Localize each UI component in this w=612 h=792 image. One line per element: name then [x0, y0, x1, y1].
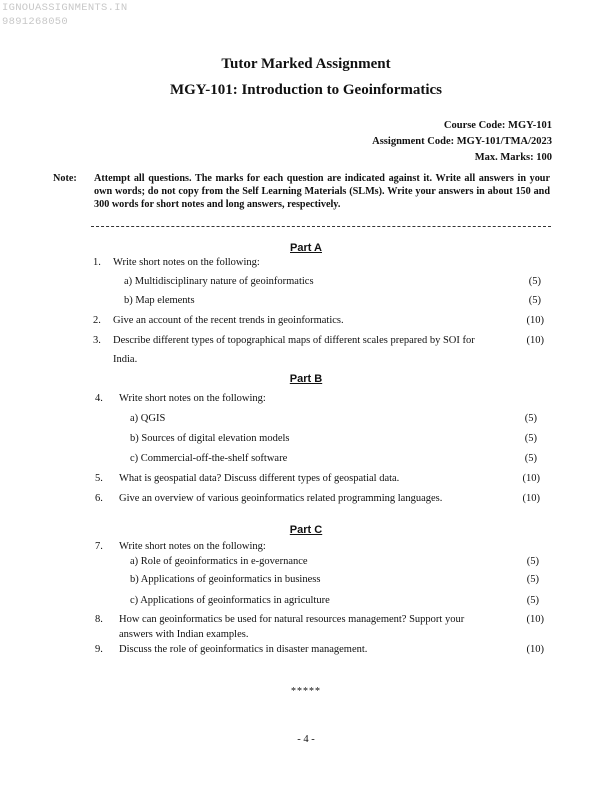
- course-codes-block: [372, 118, 552, 166]
- sub-question-text: b) Map elements: [124, 295, 195, 306]
- note-block: [53, 172, 550, 211]
- part-a-heading: Part A: [290, 242, 322, 254]
- watermark-site: IGNOUASSIGNMENTS.IN: [2, 2, 128, 14]
- question-text: Give an overview of various geoinformatics related programming languages.: [119, 493, 443, 504]
- question-number: 1.: [93, 257, 101, 268]
- course-code: Course Code: MGY-101: [443, 120, 552, 131]
- watermark-phone: 9891268050: [2, 16, 69, 28]
- question-number: 5.: [95, 473, 103, 484]
- marks: (10): [522, 473, 540, 484]
- sub-question-text: b) Applications of geoinformatics in business: [130, 574, 321, 585]
- note-text: Attempt all questions. The marks for each question are indicated against it. Write all answers in your own words; do not copy from the Self Learning Materials (SLMs). Write your answers in about 150 and 300 words for short notes and long answers, respectively.: [94, 173, 550, 210]
- question-text: Write short notes on the following:: [119, 393, 266, 404]
- question-text-continued: India.: [113, 354, 138, 365]
- question-number: 7.: [95, 541, 103, 552]
- sub-question-text: a) Multidisciplinary nature of geoinformatics: [124, 276, 314, 287]
- sub-question-text: b) Sources of digital elevation models: [130, 433, 290, 444]
- question-number: 8.: [95, 614, 103, 625]
- marks: (5): [528, 295, 541, 306]
- marks: (5): [526, 556, 539, 567]
- separator-line: [91, 226, 551, 227]
- question-number: 2.: [93, 315, 101, 326]
- question-text: How can geoinformatics be used for natural resources management? Support your: [119, 614, 465, 625]
- question-text: Give an account of the recent trends in geoinformatics.: [113, 315, 344, 326]
- marks: (5): [524, 413, 537, 424]
- question-number: 3.: [93, 335, 101, 346]
- question-text: What is geospatial data? Discuss different types of geospatial data.: [119, 473, 400, 484]
- question-number: 9.: [95, 644, 103, 655]
- question-text: Write short notes on the following:: [119, 541, 266, 552]
- marks: (5): [526, 595, 539, 606]
- page-number: - 4 -: [297, 734, 315, 745]
- sub-question-text: c) Commercial-off-the-shelf software: [130, 453, 288, 464]
- question-number: 6.: [95, 493, 103, 504]
- question-text: Discuss the role of geoinformatics in disaster management.: [119, 644, 368, 655]
- marks: (5): [524, 433, 537, 444]
- sub-question-text: a) QGIS: [130, 413, 166, 424]
- marks: (10): [526, 315, 544, 326]
- part-c-heading: Part C: [289, 524, 323, 536]
- note-label: Note:: [53, 173, 77, 184]
- course-title: MGY-101: Introduction to Geoinformatics: [169, 82, 443, 98]
- marks: (10): [526, 614, 544, 625]
- marks: (10): [526, 335, 544, 346]
- marks: (10): [522, 493, 540, 504]
- question-number: 4.: [95, 393, 103, 404]
- question-text-continued: answers with Indian examples.: [119, 629, 249, 640]
- question-text: Describe different types of topographical maps of different scales prepared by SOI for: [113, 335, 475, 346]
- sub-question-text: a) Role of geoinformatics in e-governance: [130, 556, 308, 567]
- part-b-heading: Part B: [289, 373, 323, 385]
- end-stars: *****: [291, 686, 321, 697]
- marks: (5): [524, 453, 537, 464]
- marks: (10): [526, 644, 544, 655]
- sub-question-text: c) Applications of geoinformatics in agriculture: [130, 595, 330, 606]
- question-text: Write short notes on the following:: [113, 257, 260, 268]
- marks: (5): [528, 276, 541, 287]
- marks: (5): [526, 574, 539, 585]
- document-title: Tutor Marked Assignment: [221, 56, 391, 72]
- max-marks: Max. Marks: 100: [474, 152, 552, 163]
- assignment-code: Assignment Code: MGY-101/TMA/2023: [372, 136, 552, 147]
